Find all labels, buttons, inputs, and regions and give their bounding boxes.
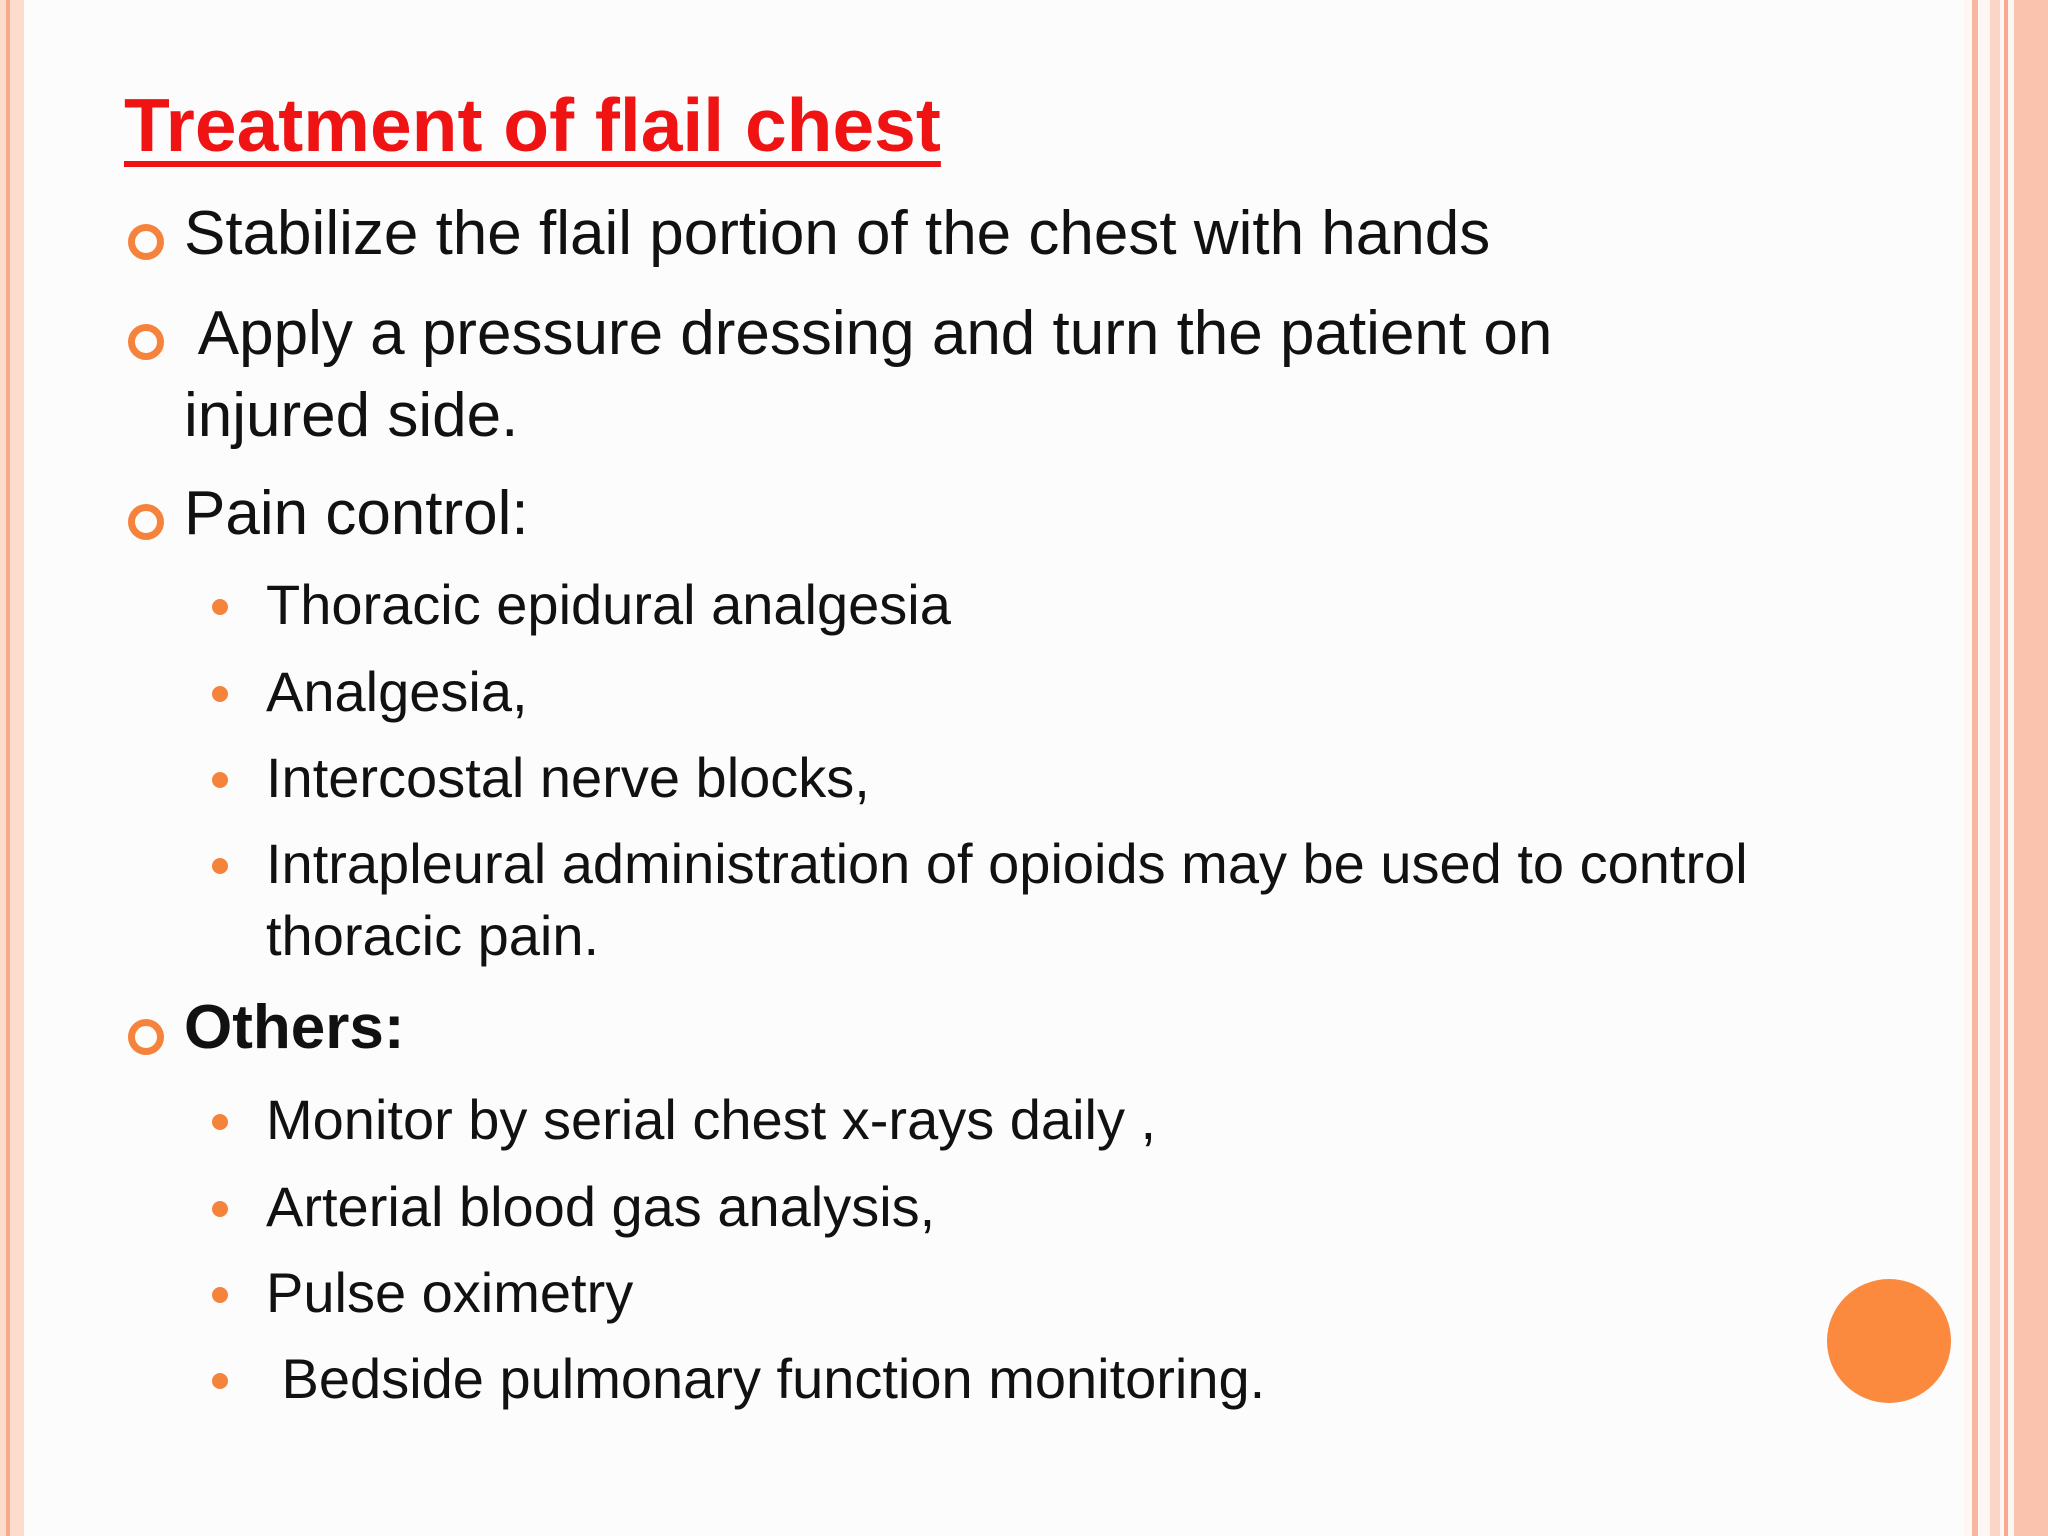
list-item: Pain control: bbox=[184, 479, 529, 548]
dot-bullet-icon bbox=[212, 1201, 228, 1217]
border-stripe bbox=[2004, 0, 2008, 1536]
sub-list-item: Pulse oximetry bbox=[266, 1261, 634, 1324]
dot-bullet-icon bbox=[212, 772, 228, 788]
ring-bullet-icon bbox=[128, 324, 164, 360]
ring-bullet-icon bbox=[128, 1019, 164, 1055]
sub-list-item: Bedside pulmonary function monitoring. bbox=[266, 1347, 1266, 1410]
sub-list-item: Arterial blood gas analysis, bbox=[266, 1175, 936, 1238]
sub-list-item: Intrapleural administration of opioids may be used to control bbox=[266, 832, 1748, 895]
dot-bullet-icon bbox=[212, 1373, 228, 1389]
ring-bullet-icon bbox=[128, 224, 164, 260]
sub-list-item: Analgesia, bbox=[266, 660, 528, 723]
left-border-decoration bbox=[0, 0, 24, 1536]
list-item: Stabilize the flail portion of the chest with hands bbox=[184, 199, 1491, 268]
dot-bullet-icon bbox=[212, 858, 228, 874]
sub-list-item-continuation: thoracic pain. bbox=[266, 904, 600, 967]
dot-bullet-icon bbox=[212, 1287, 228, 1303]
dot-bullet-icon bbox=[212, 1114, 228, 1130]
sub-list-item: Intercostal nerve blocks, bbox=[266, 746, 870, 809]
dot-bullet-icon bbox=[212, 599, 228, 615]
border-stripe bbox=[1972, 0, 1978, 1536]
dot-bullet-icon bbox=[212, 686, 228, 702]
border-stripe bbox=[2014, 0, 2048, 1536]
right-border-decoration bbox=[1964, 0, 2048, 1536]
list-item-continuation: injured side. bbox=[184, 381, 519, 450]
ring-bullet-icon bbox=[128, 504, 164, 540]
slide-title: Treatment of flail chest bbox=[124, 83, 941, 167]
list-item: Others: bbox=[184, 993, 405, 1062]
decorative-orange-circle bbox=[1827, 1279, 1951, 1403]
sub-list-item: Monitor by serial chest x-rays daily , bbox=[266, 1088, 1157, 1151]
border-stripe bbox=[1990, 0, 2000, 1536]
list-item: Apply a pressure dressing and turn the patient on bbox=[184, 299, 1553, 368]
sub-list-item: Thoracic epidural analgesia bbox=[266, 573, 951, 636]
